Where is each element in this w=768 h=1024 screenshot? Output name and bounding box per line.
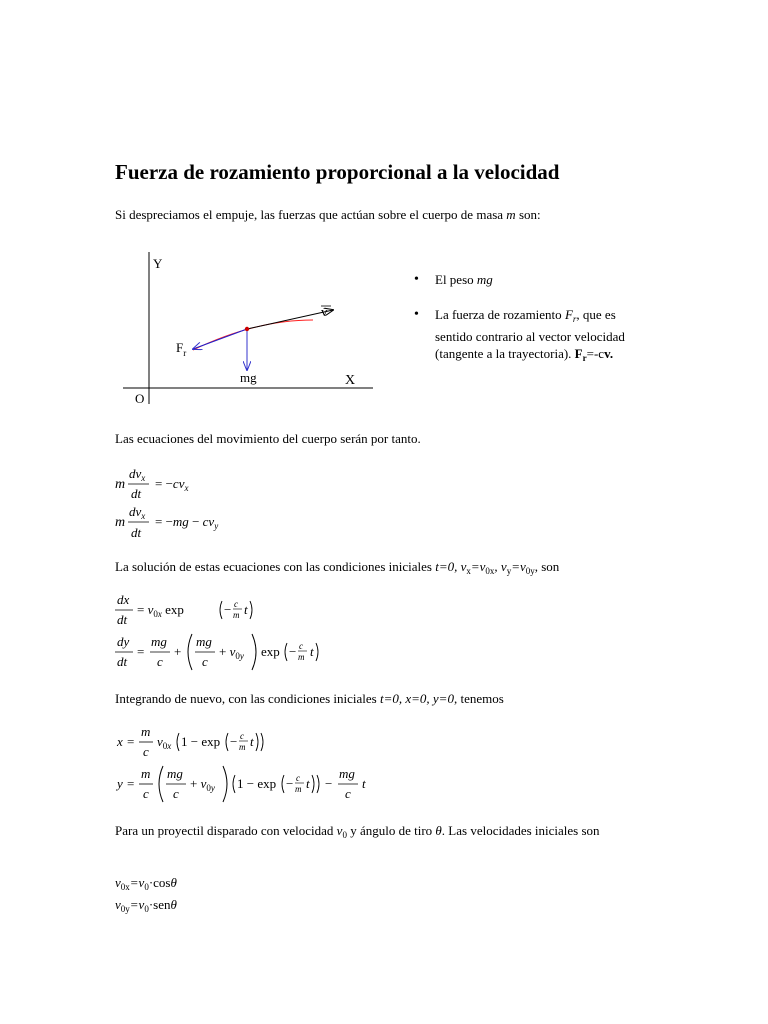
svg-text:−: − — [230, 734, 238, 749]
equations-of-motion — [115, 458, 315, 544]
friction-formula-mid: =-c — [586, 346, 605, 361]
trajectory-curve — [193, 320, 313, 350]
svg-text:c: c — [234, 599, 238, 609]
svg-text:dt: dt — [117, 612, 128, 627]
svg-text:t: t — [310, 644, 314, 659]
svg-text:mg: mg — [167, 766, 183, 781]
friction-rest: , que es sentido contrario al vector velocidad (tangente a la trayectoria). — [435, 307, 625, 361]
svg-text:y: y — [117, 776, 123, 791]
svg-text:v0x: $v_{0x}$ — [157, 734, 172, 751]
svg-text:dt: dt — [117, 654, 128, 669]
solution-cond: t=0, v — [435, 559, 467, 574]
friction-arrow — [193, 329, 247, 349]
init-vy-line: $v_{0y}=v_0\cdot sen\theta$ — [115, 897, 177, 914]
projectile-end: . Las velocidades iniciales son — [441, 823, 600, 838]
svg-text:exp: exp — [261, 644, 280, 659]
projectile-text: Para un proyectil disparado con velocidad — [115, 823, 334, 838]
integrate-text: Integrando de nuevo, con las condiciones iniciales — [115, 691, 377, 706]
svg-text:c: c — [143, 786, 149, 801]
svg-text:t: t — [250, 734, 254, 749]
velocity-solutions — [115, 590, 375, 674]
svg-text:−: − — [286, 776, 294, 791]
y-axis-label: Y — [153, 256, 163, 271]
intro-mass-var: m — [506, 207, 516, 222]
svg-text:= −mg − cvy: = $-mg - cv_y$ — [155, 514, 219, 531]
init-vx-line: $v_{0x}=v_0\cdot\cos\theta$ — [115, 875, 177, 892]
friction-label: $F_r$ — [176, 340, 187, 358]
svg-text:t: t — [306, 776, 310, 791]
svg-text:= v0x exp: = $v_{0x}$ exp — [137, 602, 184, 619]
svg-text:dvx: $dv_x$ — [129, 466, 146, 483]
projectile-v0: v — [336, 823, 343, 838]
forces-diagram — [115, 246, 385, 414]
svg-text:m: m — [298, 652, 305, 662]
svg-text:mg: mg — [151, 634, 167, 649]
forces-list — [414, 271, 654, 385]
svg-text:c: c — [345, 786, 351, 801]
friction-formula: $F_r$ — [574, 346, 587, 363]
integrate-cond: t=0, x=0, y=0 — [379, 691, 454, 706]
body-point — [245, 327, 249, 331]
svg-text:c: c — [173, 786, 179, 801]
svg-text:t: t — [362, 776, 366, 791]
svg-text:dvx: $dv_x$ — [129, 504, 146, 521]
integrate-paragraph — [115, 690, 504, 707]
svg-text:x: x — [117, 734, 123, 749]
list-item-weight — [414, 271, 654, 288]
svg-text:1 − exp: 1 − exp — [181, 734, 221, 749]
svg-text:−: − — [289, 644, 297, 659]
svg-text:+ v0y: + $v_{0y}$ — [190, 776, 215, 793]
list-item-friction — [414, 306, 654, 367]
svg-text:c: c — [299, 641, 303, 651]
initial-velocities — [115, 874, 177, 918]
svg-text:m: m — [141, 766, 151, 781]
svg-text:+ v0y: + $v_{0y}$ — [219, 644, 244, 661]
projectile-theta: θ — [435, 823, 442, 838]
solution-end: , son — [534, 559, 560, 574]
friction-text: La fuerza de rozamiento — [435, 307, 562, 322]
svg-text:m: m — [115, 515, 126, 530]
svg-text:c: c — [202, 654, 208, 669]
integrate-end: , tenemos — [453, 691, 504, 706]
friction-var: $F_r$ — [564, 307, 577, 324]
weight-label: mg — [240, 370, 257, 385]
svg-text:c: c — [143, 744, 149, 759]
intro-text: Si despreciamos el empuje, las fuerzas que actúan sobre el cuerpo de masa — [115, 207, 504, 222]
svg-text:m: m — [233, 610, 240, 620]
svg-text:= −cvx: = $-cv_x$ — [155, 476, 189, 493]
origin-label: O — [135, 391, 145, 406]
solution-paragraph: La solución de estas ecuaciones con las condiciones iniciales t=0, $v_x=v_{0x}$, $v_y=v_{0y}$, son — [115, 559, 560, 576]
weight-text: El peso — [435, 272, 474, 287]
solution-text: La solución de estas ecuaciones con las condiciones iniciales — [115, 559, 432, 574]
weight-var: mg — [476, 272, 493, 287]
page-title: Fuerza de rozamiento proporcional a la velocidad — [115, 160, 560, 184]
svg-text:−: − — [224, 602, 232, 617]
friction-formula-end: v. — [604, 346, 614, 361]
svg-text:dy: dy — [117, 634, 130, 649]
svg-text:1 − exp: 1 − exp — [237, 776, 277, 791]
svg-text:c: c — [296, 773, 300, 783]
svg-text:m: m — [239, 742, 246, 752]
projectile-paragraph: Para un proyectil disparado con velocidad $v_0$ y ángulo de tiro θ. Las velocidades iniciales son — [115, 823, 600, 840]
velocity-label: v — [321, 304, 328, 319]
svg-text:=: = — [127, 776, 135, 791]
svg-text:c: c — [157, 654, 163, 669]
svg-text:m: m — [115, 477, 126, 492]
svg-text:−: − — [325, 776, 333, 791]
intro-paragraph — [115, 206, 541, 223]
svg-text:mg: mg — [196, 634, 212, 649]
svg-text:=: = — [127, 734, 135, 749]
position-solutions — [115, 722, 415, 808]
svg-text:m: m — [141, 724, 151, 739]
svg-text:dt: dt — [131, 525, 142, 540]
svg-text:+: + — [174, 644, 182, 659]
svg-text:=: = — [137, 644, 145, 659]
intro-end: son: — [518, 207, 541, 222]
svg-text:c: c — [240, 731, 244, 741]
x-axis-label: X — [345, 373, 356, 388]
equations-paragraph: Las ecuaciones del movimiento del cuerpo serán por tanto. — [115, 431, 421, 446]
svg-text:dx: dx — [117, 592, 130, 607]
svg-text:dt: dt — [131, 486, 142, 501]
svg-text:t: t — [244, 602, 248, 617]
svg-text:mg: mg — [339, 766, 355, 781]
projectile-mid: y ángulo de tiro — [346, 823, 433, 838]
svg-text:m: m — [295, 784, 302, 794]
